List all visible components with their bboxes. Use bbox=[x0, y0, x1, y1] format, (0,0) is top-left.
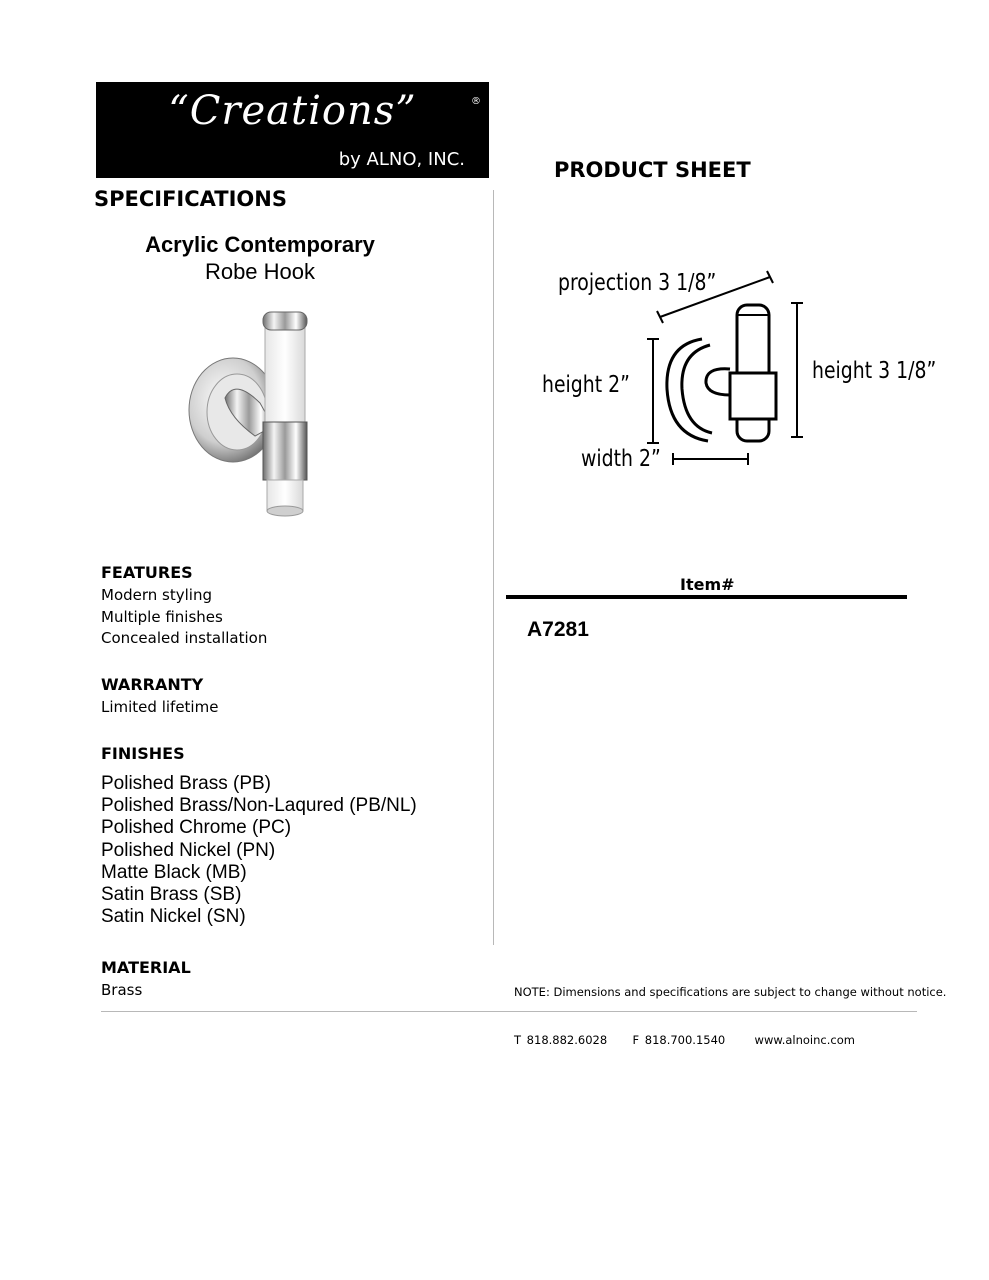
features-list bbox=[101, 585, 267, 650]
finish-item: Polished Nickel (PN) bbox=[101, 839, 276, 861]
website: www.alnoinc.com bbox=[754, 1033, 855, 1047]
product-type: Robe Hook bbox=[204, 259, 316, 284]
finish-item: Polished Brass/Non-Laqured (PB/NL) bbox=[101, 795, 417, 817]
product-name: Acrylic Contemporary bbox=[145, 232, 375, 257]
width-label: width 2” bbox=[581, 446, 661, 472]
item-label: Item# bbox=[680, 575, 735, 594]
specifications-heading: SPECIFICATIONS bbox=[94, 187, 287, 211]
finish-item: Matte Black (MB) bbox=[101, 861, 247, 883]
logo-registered-mark: ® bbox=[471, 96, 481, 107]
height-left-label: height 2” bbox=[542, 372, 630, 398]
contact-line bbox=[514, 1033, 855, 1047]
product-sheet-heading: PRODUCT SHEET bbox=[554, 158, 751, 182]
material-text: Brass bbox=[101, 981, 143, 999]
item-rule bbox=[506, 595, 907, 599]
column-divider bbox=[493, 190, 494, 945]
finishes-list bbox=[101, 773, 417, 928]
feature-item: Concealed installation bbox=[101, 629, 268, 647]
feature-item: Multiple finishes bbox=[101, 607, 223, 626]
phone-number: T 818.882.6028 bbox=[514, 1033, 608, 1047]
logo-brand: “Creations” bbox=[168, 88, 417, 134]
feature-item: Modern styling bbox=[101, 586, 212, 604]
item-number: A7281 bbox=[527, 618, 589, 641]
projection-label: projection 3 1/8” bbox=[558, 270, 717, 296]
fax-number: F 818.700.1540 bbox=[632, 1033, 726, 1047]
finish-item: Satin Brass (SB) bbox=[101, 884, 242, 906]
warranty-heading: WARRANTY bbox=[101, 675, 204, 694]
finish-item: Satin Nickel (SN) bbox=[101, 906, 246, 928]
material-heading: MATERIAL bbox=[101, 958, 191, 977]
warranty-text: Limited lifetime bbox=[101, 698, 219, 716]
finish-item: Polished Brass (PB) bbox=[101, 773, 272, 794]
logo-byline: by ALNO, INC. bbox=[338, 149, 465, 170]
finish-item: Polished Chrome (PC) bbox=[101, 817, 292, 839]
finishes-heading: FINISHES bbox=[101, 744, 185, 763]
footer-rule bbox=[101, 1011, 917, 1012]
company-logo bbox=[96, 82, 489, 178]
robe-hook-image bbox=[185, 308, 335, 523]
features-heading: FEATURES bbox=[101, 563, 193, 582]
disclaimer-note: NOTE: Dimensions and specifications are subject to change without notice. bbox=[514, 985, 947, 999]
height-right-label: height 3 1/8” bbox=[812, 358, 937, 384]
